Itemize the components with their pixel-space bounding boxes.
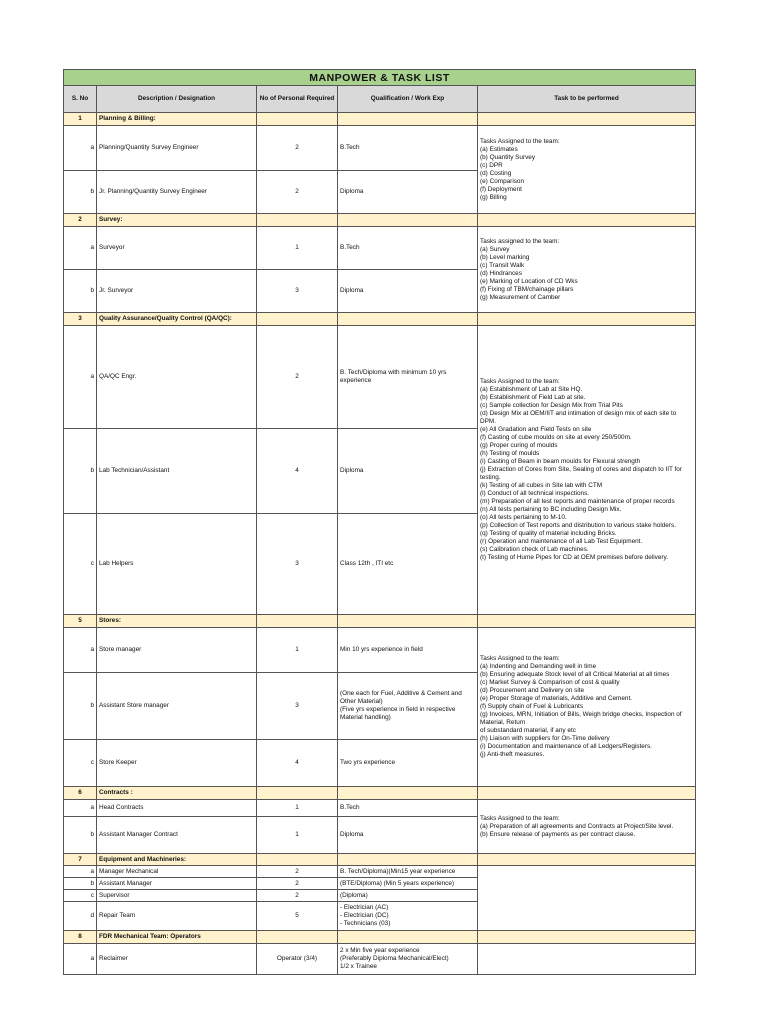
task-line: (m) Preparation of all test reports and maintenance of proper records (480, 498, 675, 505)
row-letter: a (64, 800, 97, 817)
qualification-line: B.Tech (340, 244, 360, 251)
task-line: (d) Costing (480, 169, 512, 177)
section-empty-cell (478, 214, 696, 227)
section-empty-cell (338, 214, 478, 227)
task-line: (a) Survey (480, 245, 510, 253)
task-line: (c) Market Survey & Comparison of cost & quality (480, 679, 620, 686)
row-qualification (338, 902, 478, 931)
row-count: 2 (257, 171, 338, 214)
task-line: (h) Liaison with suppliers for On-Time delivery (480, 735, 610, 742)
section-empty-cell (257, 113, 338, 126)
row-qualification (338, 740, 478, 787)
qualification-line: (Diploma) (340, 891, 368, 899)
table-row (64, 628, 696, 673)
row-count: 2 (257, 126, 338, 171)
task-line: (j) Anti-theft measures. (480, 751, 545, 758)
header-designation: Description / Designation (97, 86, 257, 113)
section-name: Contracts : (97, 787, 257, 800)
section-name: Survey: (97, 214, 257, 227)
task-line: (c) Sample collection for Design Mix from Trial Pits (480, 402, 623, 409)
row-designation: Lab Technician/Assistant (97, 429, 257, 514)
row-count: 1 (257, 817, 338, 854)
qualification-line: Two yrs experience (340, 759, 396, 766)
title-row (64, 70, 696, 86)
header-qualification: Qualification / Work Exp (338, 86, 478, 113)
qualification-line: B. Tech/Diploma with minimum 10 yrs (340, 369, 447, 376)
task-line: (k) Testing of all cubes in Site lab with CTM (480, 482, 603, 489)
qualification-line: (Five yrs experience in field in respective (340, 706, 456, 713)
section-empty-cell (478, 615, 696, 628)
task-line: (b) Ensuring adequate Stock level of all Critical Material at all times (480, 671, 670, 678)
row-designation: Jr. Surveyor (97, 270, 257, 313)
task-line: Tasks assigned to the team: (480, 237, 560, 245)
section-row (64, 214, 696, 227)
qualification-line: - Electrician (AC) (340, 904, 389, 911)
row-letter: a (64, 628, 97, 673)
task-line: (d) Design Mix at OEM/IIT and intimation of design mix of each site to DPM. (480, 410, 677, 425)
row-designation: Head Contracts (97, 800, 257, 817)
task-cell (478, 628, 696, 787)
task-line: (h) Testing of moulds (480, 450, 540, 457)
row-count: 1 (257, 227, 338, 270)
qualification-line: 1/2 x Trainee (340, 963, 377, 970)
task-line: Tasks Assigned to the team: (480, 814, 560, 822)
qualification-line: Class 12th , ITI etc (340, 560, 394, 567)
qualification-line: (One each for Fuel, Additive & Cement and (340, 690, 462, 697)
row-qualification (338, 866, 478, 878)
row-designation: Supervisor (97, 890, 257, 902)
row-designation: Assistant Store manager (97, 673, 257, 740)
section-number: 3 (64, 313, 97, 326)
task-line: (i) Casting of Beam in beam moulds for Flexural strength (480, 458, 641, 465)
row-letter: a (64, 866, 97, 878)
row-designation: Assistant Manager (97, 878, 257, 890)
task-line: (b) Level marking (480, 253, 530, 261)
section-empty-cell (338, 615, 478, 628)
section-empty-cell (257, 787, 338, 800)
row-count: 3 (257, 270, 338, 313)
row-letter: c (64, 740, 97, 787)
task-cell (478, 866, 696, 931)
row-designation: Reclaimer (97, 944, 257, 975)
task-line: Tasks Assigned to the team: (480, 137, 560, 145)
qualification-line: Diploma (340, 831, 364, 838)
section-row (64, 313, 696, 326)
qualification-line: experience (340, 377, 372, 384)
row-count: 3 (257, 514, 338, 615)
row-designation: Planning/Quantity Survey Engineer (97, 126, 257, 171)
section-empty-cell (478, 113, 696, 126)
task-line: (e) Comparison (480, 177, 525, 185)
section-number: 1 (64, 113, 97, 126)
qualification-line: (BTE/Diploma) (Min 5 years experience) (340, 879, 455, 887)
section-empty-cell (478, 854, 696, 866)
section-row (64, 615, 696, 628)
section-number: 2 (64, 214, 97, 227)
table-row (64, 126, 696, 171)
task-line: (j) Extraction of Cores from Site, Sealing of cores and dispatch to IIT for testing. (480, 466, 682, 481)
section-empty-cell (478, 787, 696, 800)
row-letter: a (64, 944, 97, 975)
table-row (64, 227, 696, 270)
task-line: (b) Establishment of Field Lab at site. (480, 394, 586, 401)
section-empty-cell (338, 787, 478, 800)
row-qualification (338, 126, 478, 171)
row-letter: b (64, 171, 97, 214)
sheet-title: MANPOWER & TASK LIST (64, 70, 696, 86)
section-empty-cell (257, 214, 338, 227)
row-count: 2 (257, 326, 338, 429)
section-empty-cell (338, 854, 478, 866)
row-count: 3 (257, 673, 338, 740)
task-line: (n) All tests pertaining to BC including Design Mix. (480, 506, 622, 513)
task-cell (478, 326, 696, 615)
task-line: (q) Testing of quality of material including Bricks. (480, 530, 617, 537)
task-line: Tasks Assigned to the team: (480, 655, 560, 662)
section-number: 8 (64, 931, 97, 944)
qualification-line: (Preferably Diploma Mechanical/Elect) (340, 955, 449, 962)
qualification-line: Other Material) (340, 698, 383, 705)
task-line: (f) Casting of cube moulds on site at every 250/500m. (480, 434, 632, 441)
task-line: (g) Billing (480, 193, 507, 201)
task-line: (c) Transit Walk (480, 261, 525, 269)
section-name: Planning & Billing: (97, 113, 257, 126)
row-designation: Store manager (97, 628, 257, 673)
task-line: (s) Calibration check of Lab machines. (480, 546, 589, 553)
row-letter: c (64, 890, 97, 902)
section-name: Equipment and Machineries: (97, 854, 257, 866)
header-task: Task to be performed (478, 86, 696, 113)
task-line: (l) Conduct of all technical inspections. (480, 490, 590, 497)
row-letter: a (64, 326, 97, 429)
section-empty-cell (257, 313, 338, 326)
section-empty-cell (478, 313, 696, 326)
row-count: 4 (257, 429, 338, 514)
task-line: (e) Proper Storage of materials, Additive and Cement. (480, 695, 633, 702)
row-qualification (338, 628, 478, 673)
row-count: 5 (257, 902, 338, 931)
table-row (64, 800, 696, 817)
task-line: (f) Fixing of TBM/chainage pillars (480, 285, 574, 293)
task-line: (b) Quantity Survey (480, 153, 536, 161)
task-line: (r) Operation and maintenance of all Lab Test Equipment. (480, 538, 643, 545)
header-count: No of Personal Required (257, 86, 338, 113)
row-designation: Store Keeper (97, 740, 257, 787)
section-row (64, 854, 696, 866)
section-row (64, 113, 696, 126)
section-empty-cell (338, 113, 478, 126)
row-qualification (338, 326, 478, 429)
row-letter: c (64, 514, 97, 615)
row-count: 4 (257, 740, 338, 787)
row-count: 1 (257, 800, 338, 817)
task-line: (i) Documentation and maintenance of all Ledgers/Registers. (480, 743, 652, 750)
row-qualification (338, 878, 478, 890)
section-empty-cell (257, 931, 338, 944)
section-number: 7 (64, 854, 97, 866)
task-line: (b) Ensure release of payments as per contract clause. (480, 830, 636, 838)
section-empty-cell (478, 931, 696, 944)
table-row (64, 866, 696, 878)
qualification-line: Diploma (340, 287, 364, 294)
manpower-task-table (63, 69, 696, 975)
section-row (64, 787, 696, 800)
row-designation: Jr. Planning/Quantity Survey Engineer (97, 171, 257, 214)
row-designation: QA/QC Engr. (97, 326, 257, 429)
row-letter: d (64, 902, 97, 931)
row-count: 1 (257, 628, 338, 673)
table-row (64, 326, 696, 429)
row-designation: Assistant Manager Contract (97, 817, 257, 854)
task-line: (c) DPR (480, 161, 503, 169)
row-qualification (338, 514, 478, 615)
task-line: (p) Collection of Test reports and distribution to various stake holders. (480, 522, 676, 529)
task-line: of substandard material, if any etc (480, 727, 576, 734)
row-count: 2 (257, 878, 338, 890)
qualification-line: Diploma (340, 467, 364, 474)
row-qualification (338, 270, 478, 313)
qualification-line: B.Tech (340, 804, 360, 811)
task-line: (o) All tests pertaining to M-10. (480, 514, 567, 521)
task-line: (a) Indenting and Demanding well in time (480, 663, 597, 670)
task-line: (f) Supply chain of Fuel & Lubricants (480, 703, 584, 710)
section-number: 5 (64, 615, 97, 628)
task-line: (d) Hindrances (480, 269, 522, 277)
section-name: FDR Mechanical Team: Operators (97, 931, 257, 944)
row-letter: b (64, 673, 97, 740)
task-line: (t) Testing of Hume Pipes for CD at OEM premises before delivery. (480, 554, 668, 561)
task-cell (478, 227, 696, 313)
row-letter: a (64, 126, 97, 171)
row-letter: a (64, 227, 97, 270)
section-row (64, 931, 696, 944)
section-number: 6 (64, 787, 97, 800)
qualification-line: Min 10 yrs experience in field (340, 646, 423, 653)
task-line: (f) Deployment (480, 185, 522, 193)
task-line: (a) Preparation of all agreements and Contracts at Project/Site level. (480, 822, 674, 830)
task-cell (478, 800, 696, 854)
row-qualification (338, 227, 478, 270)
task-cell (478, 944, 696, 975)
table-row (64, 944, 696, 975)
task-line: (g) Measurement of Camber (480, 293, 561, 301)
header-row (64, 86, 696, 113)
section-empty-cell (338, 313, 478, 326)
qualification-line: - Electrician (DC) (340, 912, 389, 919)
task-cell (478, 126, 696, 214)
row-letter: b (64, 270, 97, 313)
task-line: (g) Proper curing of moulds (480, 442, 558, 449)
row-count: Operator (3/4) (257, 944, 338, 975)
row-count: 2 (257, 890, 338, 902)
section-empty-cell (257, 854, 338, 866)
row-designation: Surveyor (97, 227, 257, 270)
task-line: (e) Marking of Location of CD Wks (480, 277, 578, 285)
header-sno: S. No (64, 86, 97, 113)
section-empty-cell (257, 615, 338, 628)
qualification-line: B. Tech/Diploma)(Min15 year experience (340, 867, 456, 875)
qualification-line: - Technicians (03) (340, 920, 391, 927)
row-letter: b (64, 817, 97, 854)
row-count: 2 (257, 866, 338, 878)
qualification-line: B.Tech (340, 144, 360, 151)
row-qualification (338, 800, 478, 817)
row-designation: Lab Helpers (97, 514, 257, 615)
row-designation: Manager Mechanical (97, 866, 257, 878)
task-line: (g) Invoices, MRN, Initiation of Bills, Weigh bridge checks, Inspection of Material, Return (480, 711, 682, 726)
section-name: Quality Assurance/Quality Control (QA/QC): (97, 313, 257, 326)
row-designation: Repair Team (97, 902, 257, 931)
row-letter: b (64, 878, 97, 890)
task-line: (d) Procurement and Delivery on site (480, 687, 585, 694)
qualification-line: 2 x Min five year experience (340, 947, 420, 954)
row-qualification (338, 817, 478, 854)
row-qualification (338, 944, 478, 975)
row-qualification (338, 429, 478, 514)
section-empty-cell (338, 931, 478, 944)
task-line: (a) Estimates (480, 145, 518, 153)
qualification-line: Material handling) (340, 714, 391, 721)
row-qualification (338, 171, 478, 214)
row-qualification (338, 890, 478, 902)
section-name: Stores: (97, 615, 257, 628)
task-line: Tasks Assigned to the team: (480, 378, 560, 385)
task-line: (a) Establishment of Lab at Site HQ. (480, 386, 583, 393)
task-line: (e) All Gradation and Field Tests on site (480, 426, 592, 433)
row-qualification (338, 673, 478, 740)
qualification-line: Diploma (340, 188, 364, 195)
row-letter: b (64, 429, 97, 514)
